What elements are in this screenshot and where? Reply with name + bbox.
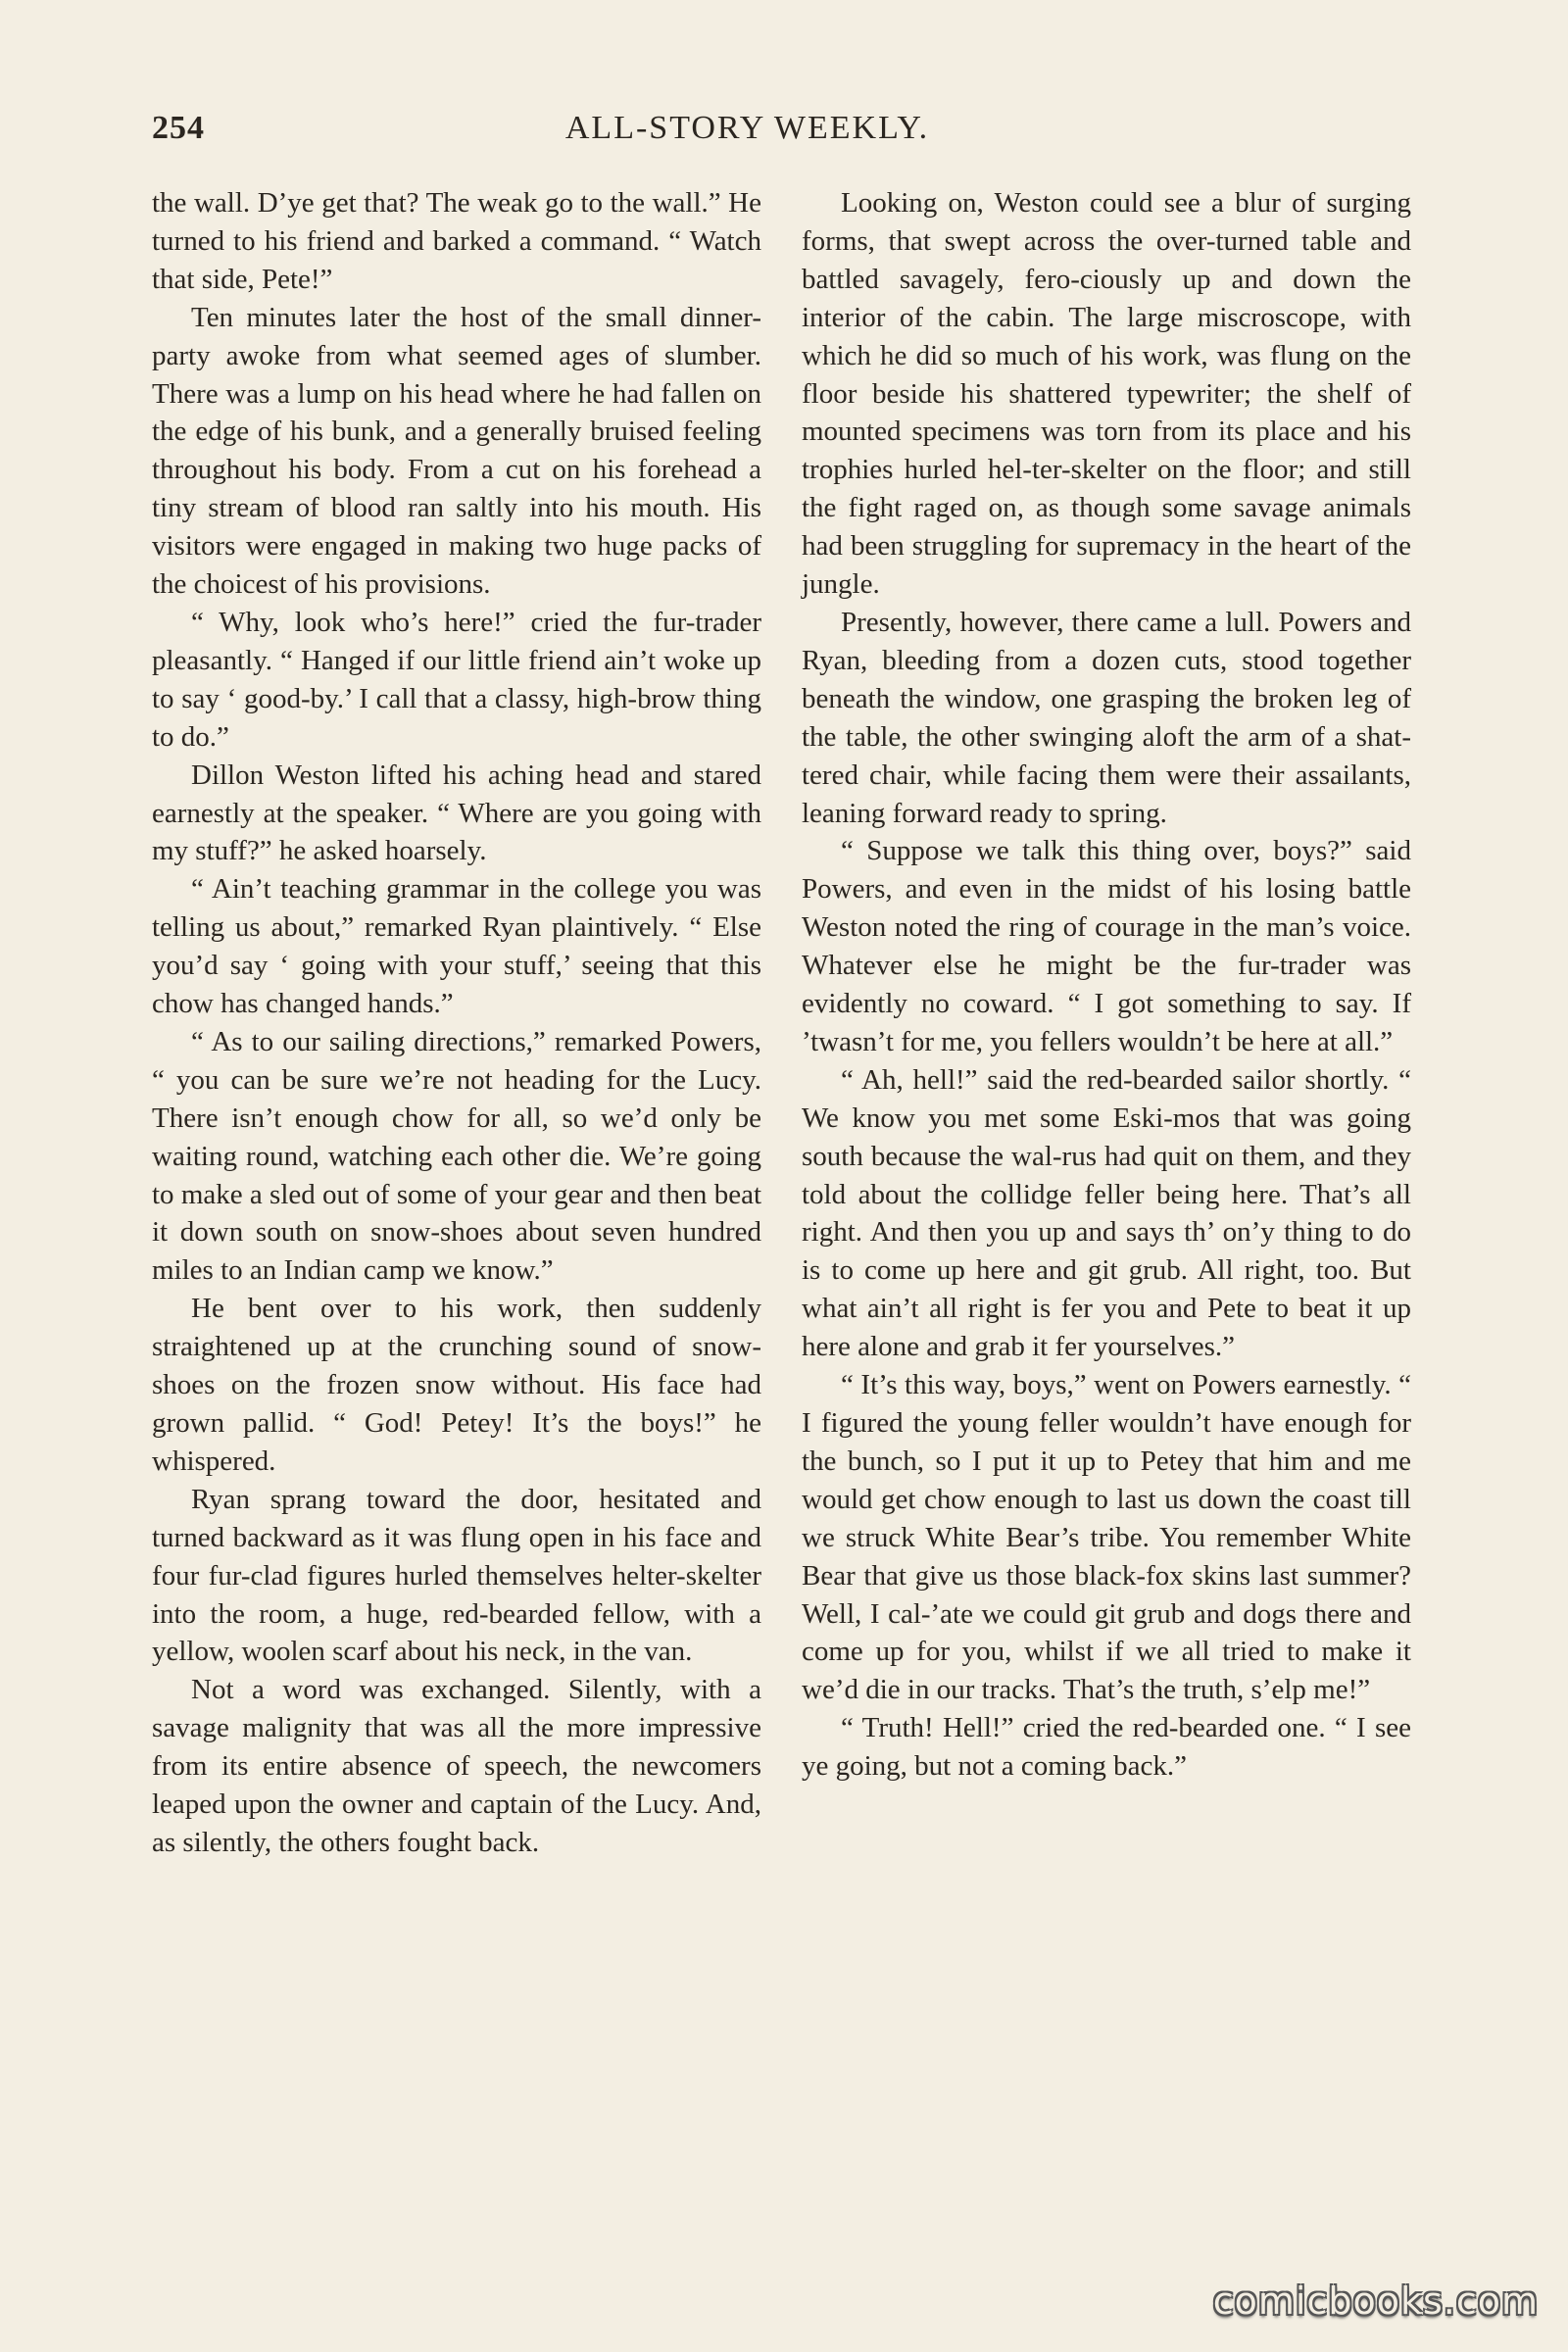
- watermark-logo: comicbooks.com: [1212, 2279, 1539, 2323]
- paragraph: Not a word was exchanged. Silently, with a savage malignity that was all the more impressive from its entire absence of speech, the newcomers leaped upon the owner and captain of the Lucy. And, as silently, the others fought back.: [152, 1674, 761, 1858]
- paragraph: “ As to our sailing directions,” remarked Powers, “ you can be sure we’re not heading for the Lucy. There isn’t enough chow for all, so we’d only be waiting round, watching each other die. We’re going to make a sled out of some of your gear and then beat it down south on snow-shoes about seven hundred miles to an Indian camp we know.”: [152, 1025, 761, 1287]
- paragraph: Ryan sprang toward the door, hesitated and turned backward as it was flung open in his face and four fur-clad figures hurled themselves helter-skelter into the room, a huge, red-bearded fellow, with a yellow, woolen scarf about his neck, in the van.: [152, 1483, 761, 1668]
- paragraph: He bent over to his work, then suddenly straightened up at the crunching sound of snow-shoes on the frozen snow without. His face had grown pallid. “ God! Petey! It’s the boys!” he whispered.: [152, 1293, 761, 1477]
- paragraph: “ Why, look who’s here!” cried the fur-trader pleasantly. “ Hanged if our little friend ain’t woke up to say ‘ good-by.’ I call that a classy, high-brow thing to do.”: [152, 606, 761, 753]
- paragraph: the wall. D’ye get that? The weak go to the wall.” He turned to his friend and barked a command. “ Watch that side, Pete!”: [152, 187, 761, 295]
- paragraph: Looking on, Weston could see a blur of surging forms, that swept across the over-turned table and battled savagely, fero-ciously up and down the interior of the cabin. The large miscroscope, with which he did so much of his work, was flung on the floor beside his shattered typewriter; the shelf of mounted specimens was torn from its place and his trophies hurled hel-ter-skelter on the floor; and still the fight raged on, as though some savage animals had been struggling for supremacy in the heart of the jungle.: [802, 187, 1411, 601]
- paragraph: “ It’s this way, boys,” went on Powers earnestly. “ I figured the young feller wouldn’t have enough for the bunch, so I put it up to Petey that him and me would get chow enough to last us down the coast till we struck White Bear’s tribe. You remember White Bear that give us those black-fox skins last summer? Well, I cal-’ate we could git grub and dogs there and come up for you, whilst if we all tried to make it we’d die in our tracks. That’s the truth, s’elp me!”: [802, 1369, 1411, 1706]
- left-column: [152, 184, 761, 1862]
- paragraph: “ Truth! Hell!” cried the red-bearded one. “ I see ye going, but not a coming back.”: [802, 1712, 1411, 1783]
- paragraph: “ Ah, hell!” said the red-bearded sailor shortly. “ We know you met some Eski-mos that was going south because the wal-rus had quit on them, and they told about the collidge feller being here. That’s all right. And then you up and says th’ on’y thing to do is to come up here and git grub. All right, too. But what ain’t all right is fer you and Pete to beat it up here alone and grab it fer yourselves.”: [802, 1063, 1411, 1363]
- running-head: ALL-STORY WEEKLY.: [564, 110, 930, 146]
- paragraph: Presently, however, there came a lull. Powers and Ryan, bleeding from a dozen cuts, stood together beneath the window, one grasping the broken leg of the table, the other swinging aloft the arm of a shat-tered chair, while facing them were their assailants, leaning forward ready to spring.: [802, 606, 1411, 829]
- paragraph: “ Ain’t teaching grammar in the college you was telling us about,” remarked Ryan plaintively. “ Else you’d say ‘ going with your stuff,’ seeing that this chow has changed hands.”: [152, 873, 761, 1020]
- page-header: [152, 110, 1343, 169]
- paragraph: “ Suppose we talk this thing over, boys?” said Powers, and even in the midst of his losing battle Weston noted the ring of courage in the man’s voice. Whatever else he might be the fur-trader was evidently no coward. “ I got something to say. If ’twasn’t for me, you fellers wouldn’t be here at all.”: [802, 835, 1411, 1057]
- paragraph: Dillon Weston lifted his aching head and stared earnestly at the speaker. “ Where are you going with my stuff?” he asked hoarsely.: [152, 759, 761, 867]
- page-number: 254: [152, 110, 205, 146]
- paragraph: Ten minutes later the host of the small dinner-party awoke from what seemed ages of slumber. There was a lump on his head where he had fallen on the edge of his bunk, and a generally bruised feeling throughout his body. From a cut on his forehead a tiny stream of blood ran saltly into his mouth. His visitors were engaged in making two huge packs of the choicest of his provisions.: [152, 301, 761, 601]
- right-column: [802, 184, 1411, 1786]
